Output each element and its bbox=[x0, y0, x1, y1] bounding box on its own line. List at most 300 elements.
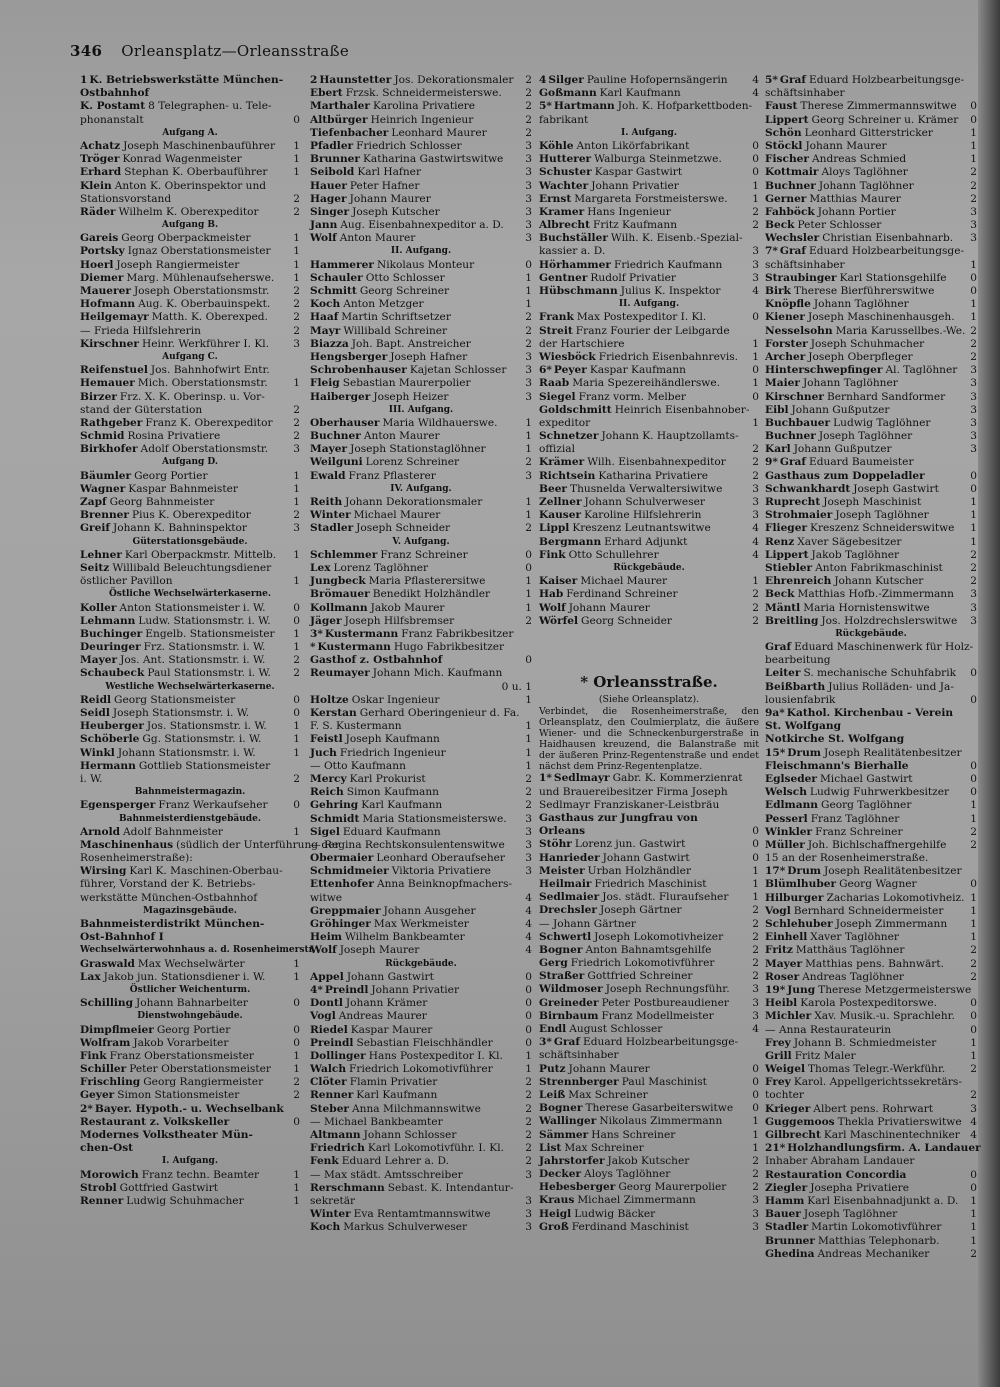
resident-name: Modernes Volkstheater Mün- bbox=[80, 1129, 253, 1141]
floor-number: 1 bbox=[752, 877, 759, 890]
directory-entry bbox=[539, 1181, 759, 1194]
directory-entry bbox=[310, 470, 532, 483]
floor-number: 1 bbox=[293, 1168, 300, 1181]
section-heading: I. Aufgang. bbox=[621, 127, 677, 138]
directory-entry bbox=[765, 549, 977, 562]
floor-number: 1 bbox=[293, 469, 300, 482]
resident-description: Karoline Hilfslehrerin bbox=[584, 509, 702, 522]
floor-number: 3 bbox=[525, 219, 532, 232]
floor-number: 1 bbox=[752, 1115, 759, 1128]
resident-description: Frz. X. K. Oberinsp. u. Vor- bbox=[119, 390, 265, 403]
directory-entry bbox=[310, 984, 532, 997]
directory-entry bbox=[765, 892, 977, 905]
directory-entry bbox=[310, 443, 532, 456]
resident-description: Michael Maurer bbox=[353, 509, 441, 522]
resident-description: Ludwig Schuhmacher bbox=[126, 1194, 244, 1207]
directory-entry bbox=[80, 417, 300, 430]
resident-name: Goldschmitt bbox=[539, 403, 612, 416]
resident-name: Wolf bbox=[310, 944, 337, 957]
directory-entry bbox=[310, 918, 532, 931]
floor-number: 2 bbox=[970, 561, 977, 574]
directory-entry bbox=[310, 786, 532, 799]
resident-name: Clöter bbox=[310, 1076, 347, 1089]
floor-number: 0 bbox=[752, 364, 759, 377]
resident-description: Max Wechselwärter bbox=[137, 957, 245, 970]
directory-entry bbox=[310, 430, 532, 443]
resident-description: Michael Zimmermann bbox=[577, 1194, 696, 1207]
resident-description: Katharina Privatiere bbox=[598, 469, 709, 482]
directory-entry bbox=[80, 364, 300, 377]
directory-entry bbox=[310, 681, 532, 694]
directory-entry bbox=[539, 456, 759, 469]
house-number: 15* bbox=[765, 746, 786, 759]
floor-number: 1 bbox=[293, 1049, 300, 1062]
resident-name: Koch bbox=[310, 1221, 341, 1234]
resident-name: Appel bbox=[310, 970, 344, 983]
floor-number: 2 bbox=[293, 772, 300, 785]
resident-description: Joseph Maschinenbauführer bbox=[123, 139, 276, 152]
directory-entry bbox=[80, 799, 300, 812]
directory-entry bbox=[310, 971, 532, 984]
resident-description: Matthias Hofb.-Zimmermann bbox=[797, 588, 954, 601]
floor-number: 0 bbox=[525, 983, 532, 996]
resident-description: Franz Schreiner bbox=[380, 548, 468, 561]
resident-name: Drum bbox=[787, 865, 821, 878]
resident-description: Xaver Taglöhner bbox=[810, 931, 899, 944]
resident-name: Straubinger bbox=[765, 271, 837, 284]
directory-entry bbox=[765, 180, 977, 193]
directory-entry bbox=[80, 575, 300, 588]
directory-entry bbox=[765, 826, 977, 839]
resident-description: Jos. städt. Fluraufseher bbox=[602, 891, 729, 904]
resident-name: Dontl bbox=[310, 997, 343, 1010]
directory-entry bbox=[80, 311, 300, 324]
resident-description bbox=[136, 1142, 300, 1155]
floor-number: 1 bbox=[293, 139, 300, 152]
directory-entry bbox=[539, 838, 759, 851]
resident-description: Franz techn. Beamter bbox=[141, 1168, 260, 1181]
floor-number: 1 bbox=[525, 271, 532, 284]
section-heading: Rückgebäude. bbox=[613, 562, 685, 573]
directory-entry bbox=[310, 628, 532, 641]
directory-entry bbox=[765, 417, 977, 430]
floor-number: 1 bbox=[525, 601, 532, 614]
resident-description: Julius Rolläden- und Ja- bbox=[828, 680, 954, 693]
resident-description: Eduard Baumeister bbox=[808, 456, 914, 469]
resident-description: Michael Maurer bbox=[580, 575, 668, 588]
floor-number: 2 bbox=[752, 943, 759, 956]
directory-entry bbox=[539, 272, 759, 285]
resident-name: Greineder bbox=[539, 996, 599, 1009]
directory-entry bbox=[80, 496, 300, 509]
resident-description: Gabr. K. Kommerzienrat bbox=[612, 772, 743, 785]
resident-name: Holtze bbox=[310, 693, 349, 706]
directory-entry bbox=[80, 153, 300, 166]
directory-entry bbox=[765, 733, 977, 746]
directory-entry bbox=[310, 602, 532, 615]
directory-entry bbox=[765, 654, 977, 667]
directory-entry bbox=[310, 865, 532, 878]
resident-description: Joseph Oberstationsmstr. bbox=[133, 285, 270, 297]
resident-name: Knöpfle bbox=[765, 298, 811, 311]
floor-number: 0 bbox=[752, 825, 759, 838]
resident-description: Eduard Maschinenwerk für Holz- bbox=[794, 641, 974, 654]
directory-entry bbox=[765, 325, 977, 338]
floor-number: 0 bbox=[293, 601, 300, 614]
resident-description: Adolf Bahnmeister bbox=[123, 825, 223, 838]
resident-description: Willibald Schreiner bbox=[343, 324, 448, 337]
floor-number: 1 bbox=[970, 799, 977, 812]
resident-name: Egensperger bbox=[80, 799, 156, 812]
resident-name: Karl bbox=[765, 443, 791, 456]
resident-description bbox=[256, 1129, 300, 1142]
directory-entry bbox=[80, 1103, 300, 1116]
resident-description: Joseph Rechnungsführ. bbox=[605, 983, 730, 996]
resident-description: Anton K. Oberinspektor und bbox=[114, 179, 267, 192]
floor-number: 1 bbox=[970, 522, 977, 535]
resident-description: Peter Postbureaudiener bbox=[601, 996, 729, 1009]
floor-number: 1 bbox=[525, 430, 532, 443]
resident-description: Franz Fourier der Leibgarde bbox=[575, 324, 730, 337]
floor-number: 3 bbox=[525, 153, 532, 166]
floor-number: 3 bbox=[970, 377, 977, 390]
resident-description: offizial bbox=[539, 443, 575, 456]
resident-name: Fahböck bbox=[765, 205, 815, 218]
resident-description: Thekla Privatierswitwe bbox=[837, 1115, 962, 1128]
floor-number: 2 bbox=[293, 416, 300, 429]
directory-entry bbox=[310, 799, 532, 812]
directory-entry bbox=[80, 377, 300, 390]
house-number: 5* bbox=[539, 100, 552, 113]
resident-description: Anton Likörfabrikant bbox=[576, 139, 690, 152]
resident-name: Kustermann bbox=[317, 641, 391, 654]
floor-number: 3 bbox=[293, 522, 300, 535]
resident-name: Eibl bbox=[765, 403, 789, 416]
floor-number: 3 bbox=[970, 1102, 977, 1115]
floor-number: 3 bbox=[752, 1194, 759, 1207]
resident-name: Birnbaum bbox=[539, 1009, 599, 1022]
resident-name: Pesserl bbox=[765, 812, 808, 825]
floor-number: 1 bbox=[970, 258, 977, 271]
resident-description: Johann Stationsmstr. i. W. bbox=[117, 746, 256, 759]
resident-description: Anna Beinknopfmachers- bbox=[376, 878, 512, 891]
directory-entry bbox=[765, 1182, 977, 1195]
directory-entry bbox=[765, 641, 977, 654]
resident-description: fabrikant bbox=[539, 113, 589, 126]
resident-description: Maria Wildhauerswe. bbox=[382, 416, 498, 429]
directory-entry bbox=[539, 206, 759, 219]
floor-number: 2 bbox=[525, 772, 532, 785]
resident-name: Reith bbox=[310, 496, 343, 508]
floor-number: 1 bbox=[970, 535, 977, 548]
floor-number: 1 bbox=[970, 126, 977, 139]
directory-entry bbox=[80, 87, 300, 100]
resident-description: Walburga Steinmetzwe. bbox=[594, 153, 722, 166]
floor-number: 3 bbox=[525, 205, 532, 218]
floor-number: 1 bbox=[293, 377, 300, 390]
floor-number: 4 bbox=[525, 904, 532, 917]
resident-name: Zapf bbox=[80, 496, 107, 508]
resident-description: Joseph Schneider bbox=[356, 522, 451, 535]
floor-number: 4 bbox=[752, 285, 759, 297]
resident-description: Matthias Telephonarb. bbox=[817, 1234, 940, 1247]
directory-entry bbox=[310, 417, 532, 430]
directory-entry bbox=[310, 944, 532, 957]
resident-name: Haiberger bbox=[310, 390, 371, 403]
house-number: 9a* bbox=[765, 707, 785, 719]
resident-description: bearbeitung bbox=[765, 654, 831, 667]
resident-name: Groß bbox=[539, 1220, 569, 1233]
floor-number: 0 bbox=[970, 1181, 977, 1194]
floor-number: 3 bbox=[525, 377, 532, 390]
resident-description: Martin Lokomotivführer bbox=[811, 1221, 942, 1234]
resident-name: Maschinenhaus bbox=[80, 838, 174, 851]
floor-number: 2 bbox=[525, 1115, 532, 1128]
directory-entry bbox=[539, 997, 759, 1010]
resident-name: Mayr bbox=[310, 324, 341, 337]
floor-number: 3 bbox=[525, 1221, 532, 1234]
floor-number: 0 bbox=[525, 561, 532, 574]
resident-name: Wolf bbox=[310, 232, 337, 245]
floor-number: 4 bbox=[525, 891, 532, 904]
resident-description: Leonhard Oberaufseher bbox=[376, 852, 505, 865]
resident-name: Gareis bbox=[80, 232, 119, 245]
floor-number: 1 bbox=[525, 588, 532, 601]
directory-entry bbox=[765, 456, 977, 469]
directory-entry bbox=[765, 707, 977, 720]
floor-number: 2 bbox=[970, 337, 977, 350]
floor-number: 3 bbox=[752, 996, 759, 1009]
directory-entry bbox=[765, 1235, 977, 1248]
resident-description: Lorenz Taglöhner bbox=[333, 561, 429, 574]
resident-name: Pfadler bbox=[310, 139, 354, 152]
resident-name: Graswald bbox=[80, 957, 135, 970]
floor-number: 4 bbox=[752, 548, 759, 561]
floor-number: 2 bbox=[752, 957, 759, 970]
resident-description bbox=[310, 681, 499, 694]
directory-entry bbox=[80, 193, 300, 206]
resident-name: Graf bbox=[765, 641, 792, 654]
floor-number: 3 bbox=[525, 1168, 532, 1181]
resident-name: Preindl bbox=[310, 1036, 354, 1049]
floor-number: 2 bbox=[293, 509, 300, 522]
directory-entry bbox=[765, 575, 977, 588]
directory-entry bbox=[310, 562, 532, 575]
resident-description: Kreszenz Schneiderswitwe bbox=[810, 522, 955, 535]
resident-description: Joseph Zimmermann bbox=[835, 918, 948, 930]
resident-description: Karl Lokomotivführ. I. Kl. bbox=[367, 1142, 504, 1155]
page-header bbox=[70, 42, 770, 64]
floor-number: 0 bbox=[293, 113, 300, 126]
resident-description: Eduard Lehrer a. D. bbox=[341, 1155, 450, 1168]
resident-name: Wildmoser bbox=[539, 983, 603, 996]
floor-number: 1 bbox=[293, 1063, 300, 1076]
directory-entry bbox=[310, 747, 532, 760]
resident-description: Georg Schreiner bbox=[359, 285, 450, 297]
directory-entry bbox=[765, 1076, 977, 1089]
resident-name: Wagner bbox=[80, 482, 126, 495]
floor-number: 1 bbox=[970, 812, 977, 825]
resident-description: Eduard Kaufmann bbox=[342, 825, 441, 838]
floor-number: 1 bbox=[525, 720, 532, 733]
resident-name: Kaiser bbox=[539, 575, 578, 588]
resident-description: Otto Schlosser bbox=[365, 271, 445, 284]
resident-description: Johann Dekorationsmaler bbox=[345, 496, 483, 508]
floor-number: 4 bbox=[970, 1115, 977, 1128]
directory-entry bbox=[765, 1142, 981, 1155]
resident-name: Hammerer bbox=[310, 258, 374, 271]
resident-name: Schmidt bbox=[310, 812, 360, 825]
resident-name: Kirschner bbox=[765, 390, 824, 403]
resident-name: Winter bbox=[310, 509, 351, 522]
resident-name: Schiller bbox=[80, 1063, 127, 1076]
resident-name: Altmann bbox=[310, 1129, 361, 1141]
resident-name: Rathgeber bbox=[80, 416, 143, 429]
directory-entry bbox=[539, 1221, 759, 1234]
directory-entry bbox=[765, 562, 977, 575]
directory-entry bbox=[765, 1024, 977, 1037]
resident-description: Joseph Stationsmstr. i. W. bbox=[112, 707, 250, 719]
directory-entry bbox=[310, 1182, 532, 1195]
resident-name: Winkl bbox=[80, 746, 115, 759]
directory-entry bbox=[765, 1248, 977, 1261]
floor-number: 2 bbox=[752, 1154, 759, 1167]
resident-name: Brömauer bbox=[310, 588, 370, 601]
directory-entry bbox=[310, 1024, 532, 1037]
resident-name: Oberhauser bbox=[310, 416, 380, 429]
resident-description: Julius K. Inspektor bbox=[620, 285, 721, 297]
resident-name: Holzhandlungsfirm. A. Landauer bbox=[787, 1142, 981, 1155]
floor-number: 3 bbox=[752, 1220, 759, 1233]
resident-description: Georg Portier bbox=[134, 469, 208, 482]
resident-name: Graf bbox=[779, 245, 806, 258]
floor-number: 1 bbox=[293, 482, 300, 495]
resident-name: Haaf bbox=[310, 311, 339, 324]
resident-description: Franz Modellmeister bbox=[601, 1009, 714, 1022]
resident-name: Haunstetter bbox=[319, 74, 392, 86]
resident-name: Siegel bbox=[539, 390, 576, 403]
resident-description: Max Postexpeditor I. Kl. bbox=[576, 311, 707, 324]
resident-name: Heibl bbox=[765, 997, 798, 1010]
directory-entry bbox=[765, 404, 977, 417]
directory-entry bbox=[539, 1076, 759, 1089]
floor-number: 3 bbox=[752, 496, 759, 508]
resident-name: Bogner bbox=[539, 1102, 583, 1115]
resident-name: Hutterer bbox=[539, 153, 592, 166]
resident-name: Köhle bbox=[539, 139, 574, 152]
resident-name: Archer bbox=[765, 350, 806, 363]
directory-entry bbox=[310, 667, 532, 680]
directory-entry bbox=[80, 667, 300, 680]
floor-number: 2 bbox=[752, 456, 759, 469]
resident-name: Wörfel bbox=[539, 614, 579, 627]
resident-name: Lehner bbox=[80, 548, 122, 561]
directory-entry bbox=[80, 483, 300, 496]
resident-name: Lax bbox=[80, 970, 101, 983]
resident-description: Joseph Kaufmann bbox=[345, 733, 440, 746]
directory-entry bbox=[765, 298, 977, 311]
directory-entry bbox=[80, 852, 300, 865]
floor-number: 2 bbox=[293, 667, 300, 680]
floor-number: 0 bbox=[293, 997, 300, 1010]
floor-number: 0 bbox=[752, 851, 759, 864]
resident-description: Karl Maschinentechniker bbox=[823, 1129, 960, 1141]
directory-entry bbox=[310, 1116, 532, 1129]
directory-entry bbox=[310, 1221, 532, 1234]
directory-entry bbox=[765, 667, 977, 680]
floor-number: 1 bbox=[752, 192, 759, 205]
resident-name: Kauser bbox=[539, 509, 582, 522]
resident-name: Heuberger bbox=[80, 720, 144, 733]
resident-name: Kottmair bbox=[765, 166, 819, 179]
resident-description: Rudolf Privatier bbox=[590, 271, 676, 284]
resident-description: Max Schreiner bbox=[568, 1088, 648, 1101]
floor-number: 1 bbox=[970, 1208, 977, 1221]
column-3 bbox=[539, 74, 759, 1234]
directory-entry bbox=[765, 1221, 977, 1234]
resident-name: Richtsein bbox=[539, 469, 596, 482]
directory-entry bbox=[310, 1050, 532, 1063]
floor-number: 1 bbox=[293, 153, 300, 166]
resident-name: Schnetzer bbox=[539, 430, 599, 443]
directory-entry bbox=[80, 971, 300, 984]
resident-name: Leiter bbox=[765, 667, 801, 680]
floor-number: 2 bbox=[752, 904, 759, 917]
resident-description: Xav. Musik.-u. Sprachlehr. bbox=[814, 1010, 955, 1023]
resident-name: Renner bbox=[80, 1194, 124, 1207]
floor-number: 2 bbox=[970, 1063, 977, 1076]
directory-entry bbox=[80, 549, 300, 562]
resident-description: Wilhelm Bankbeamter bbox=[344, 931, 465, 944]
floor-number: 2 bbox=[525, 324, 532, 337]
floor-number: 1 bbox=[752, 575, 759, 588]
directory-entry bbox=[765, 272, 977, 285]
resident-description: Johann Privatier bbox=[591, 179, 679, 192]
directory-entry bbox=[539, 245, 759, 258]
floor-number: 0 bbox=[970, 1010, 977, 1023]
resident-description: Jakob jun. Stationsdiener i. W. bbox=[103, 970, 266, 983]
resident-description: Karl Eisenbahnadjunkt a. D. bbox=[807, 1194, 959, 1207]
resident-description: Joseph Stationstaglöhner bbox=[350, 443, 486, 456]
resident-description: Johann Gastwirt bbox=[602, 851, 690, 864]
floor-number: 3 bbox=[970, 232, 977, 245]
resident-name: Graf bbox=[553, 1036, 580, 1049]
directory-entry bbox=[765, 127, 977, 140]
resident-name: Mercy bbox=[310, 772, 347, 785]
directory-entry bbox=[80, 232, 300, 245]
resident-description: Johann Maurer bbox=[805, 139, 887, 152]
directory-entry bbox=[765, 193, 977, 206]
floor-number: 1 bbox=[752, 1141, 759, 1154]
directory-entry bbox=[80, 958, 300, 971]
floor-number: 3 bbox=[752, 258, 759, 271]
resident-description: Maria Stationsmeisterswe. bbox=[362, 812, 507, 825]
resident-name: Kollmann bbox=[310, 601, 368, 614]
street-heading: * Orleansstraße. bbox=[580, 673, 718, 692]
resident-name: Fenk bbox=[310, 1155, 339, 1168]
resident-name: Stadler bbox=[765, 1221, 809, 1234]
resident-description: Johann Portier bbox=[817, 205, 896, 218]
floor-number: 1 bbox=[293, 258, 300, 271]
floor-number: 2 bbox=[970, 944, 977, 957]
resident-description: Karl Hafner bbox=[357, 166, 422, 179]
floor-number: 1 bbox=[293, 641, 300, 654]
resident-name: Reidl bbox=[80, 693, 112, 706]
directory-entry bbox=[80, 166, 300, 179]
floor-number: 2 bbox=[752, 601, 759, 614]
floor-number: 2 bbox=[525, 1089, 532, 1102]
floor-number: 1 bbox=[970, 496, 977, 508]
